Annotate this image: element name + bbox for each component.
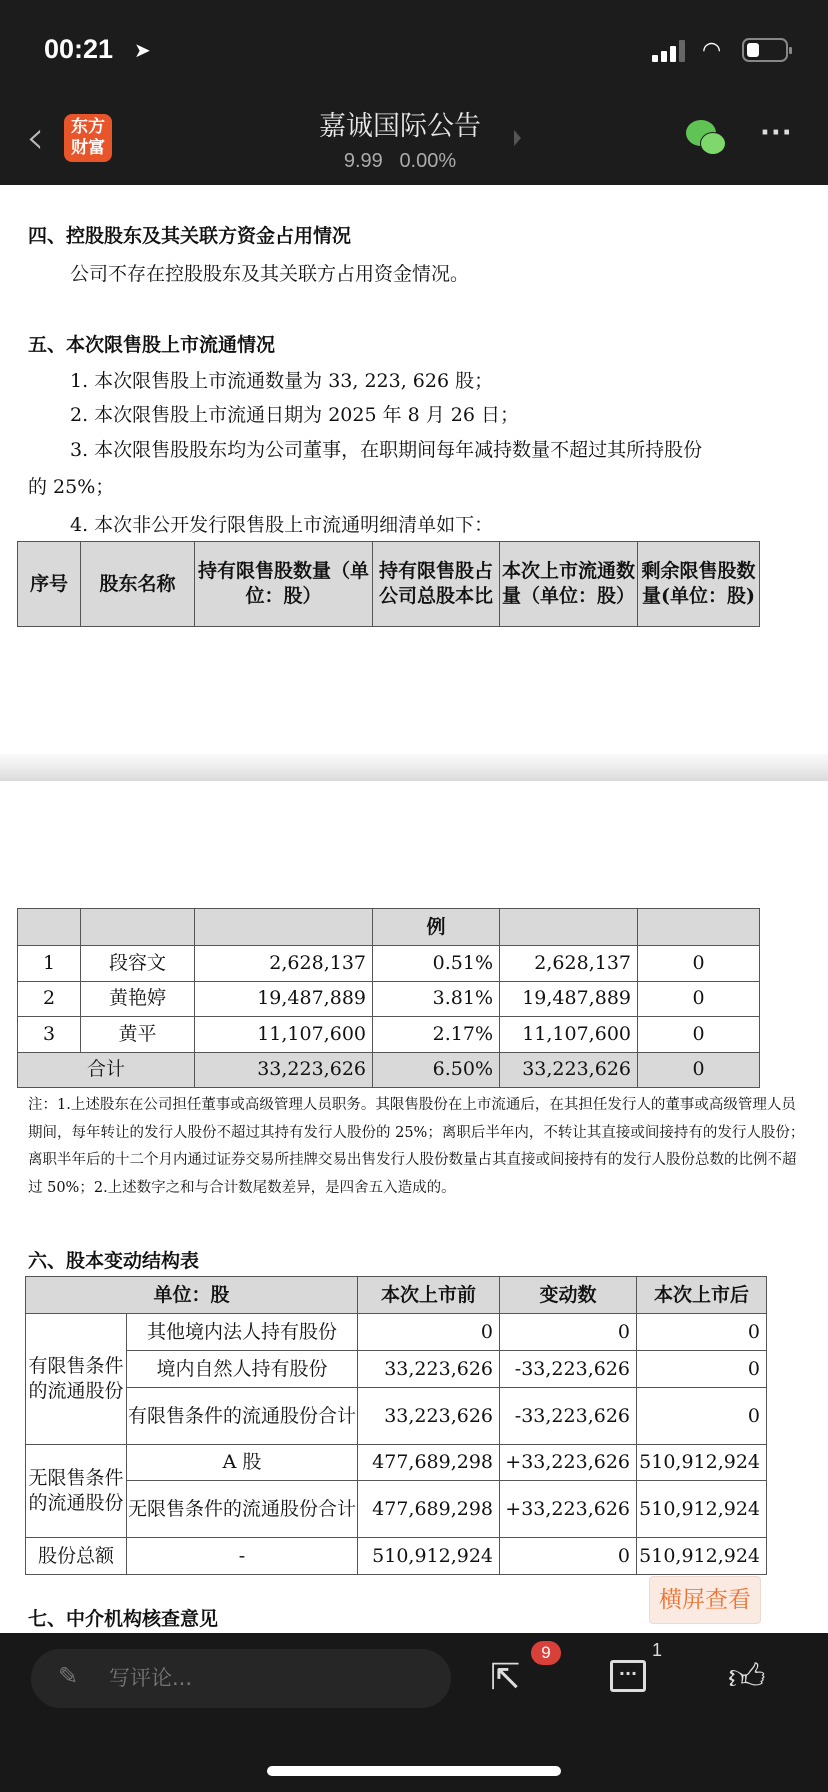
cell: 合计 <box>18 1052 195 1088</box>
cell: 6.50% <box>373 1052 500 1088</box>
app-logo <box>64 114 112 162</box>
share-icon[interactable]: ⇱ <box>490 1657 521 1698</box>
cell: 477,689,298 <box>358 1445 500 1481</box>
wechat-share-icon[interactable] <box>686 120 730 160</box>
paragraph: 公司不存在控股股东及其关联方占用资金情况。 <box>70 263 470 285</box>
cell: 33,223,626 <box>195 1052 373 1088</box>
group-label: 无限售条件的流通股份 <box>26 1445 127 1538</box>
header-cell: 股东名称 <box>81 542 195 627</box>
cell: A 股 <box>127 1445 358 1481</box>
table-row <box>18 981 760 1017</box>
page-title[interactable]: 嘉诚国际公告 <box>319 111 481 142</box>
cell: 33,223,626 <box>358 1388 500 1445</box>
cell: 510,912,924 <box>358 1538 500 1575</box>
shares-table-header <box>17 541 760 627</box>
shares-table <box>17 908 760 1088</box>
list-item: 2. 本次限售股上市流通日期为 2025 年 8 月 26 日； <box>70 404 520 426</box>
cell: 33,223,626 <box>358 1351 500 1388</box>
equity-structure-table <box>25 1276 767 1575</box>
table-row <box>18 1017 760 1053</box>
cell: 0 <box>637 1388 767 1445</box>
section-heading: 五、本次限售股上市流通情况 <box>28 334 276 356</box>
stock-quote <box>260 150 540 173</box>
comment-input[interactable]: 写评论... <box>31 1649 451 1708</box>
cell: 11,107,600 <box>500 1017 638 1053</box>
pencil-icon: ✎ <box>58 1662 79 1690</box>
location-icon: ➤ <box>134 38 151 62</box>
cell: 2.17% <box>373 1017 500 1053</box>
cell: -33,223,626 <box>500 1351 637 1388</box>
cell: 0 <box>638 1052 760 1088</box>
cell: 0 <box>637 1351 767 1388</box>
status-bar <box>0 0 828 100</box>
cell: 0 <box>638 1017 760 1053</box>
cell: 2 <box>18 981 81 1017</box>
comment-count: 1 <box>652 1640 663 1660</box>
table-row <box>26 1445 767 1481</box>
cell: 19,487,889 <box>500 981 638 1017</box>
section-heading: 四、控股股东及其关联方资金占用情况 <box>28 225 352 247</box>
cell: -33,223,626 <box>500 1388 637 1445</box>
like-icon[interactable]: 👍︎ <box>728 1657 766 1698</box>
cell: 黄平 <box>81 1017 195 1053</box>
cell: 0 <box>358 1314 500 1351</box>
table-row <box>26 1481 767 1538</box>
cell: 无限售条件的流通股份合计 <box>127 1481 358 1538</box>
table-row <box>26 1351 767 1388</box>
chevron-right-icon[interactable] <box>514 130 521 146</box>
cell: 510,912,924 <box>637 1481 767 1538</box>
stock-price: 9.99 <box>343 150 383 172</box>
table-row <box>26 1314 767 1351</box>
cell: +33,223,626 <box>500 1481 637 1538</box>
cell: 2,628,137 <box>500 946 638 982</box>
cell: 0 <box>637 1314 767 1351</box>
cell: 0 <box>500 1314 637 1351</box>
header-cell: 本次上市流通数量（单位：股） <box>500 542 638 627</box>
page-break <box>0 754 828 781</box>
list-item: 的 25%； <box>28 476 115 498</box>
cell: 0 <box>638 981 760 1017</box>
comment-icon[interactable]: ··· <box>610 1660 646 1692</box>
header-cell: 变动数 <box>500 1277 637 1314</box>
list-item: 1. 本次限售股上市流通数量为 33, 223, 626 股； <box>70 370 494 392</box>
landscape-view-button[interactable]: 横屏查看 <box>649 1576 761 1624</box>
status-time: 00:21 <box>44 34 114 64</box>
header-cell: 例 <box>373 909 500 946</box>
list-item: 3. 本次限售股股东均为公司董事，在职期间每年减持数量不超过其所持股份 <box>70 439 703 461</box>
cell: 3.81% <box>373 981 500 1017</box>
total-row <box>18 1052 760 1088</box>
wifi-icon: ◠ <box>702 38 722 63</box>
header-cell: 本次上市后 <box>637 1277 767 1314</box>
section-heading: 七、中介机构核查意见 <box>28 1608 219 1630</box>
table-note: 注：1.上述股东在公司担任董事或高级管理人员职务。其限售股份在上市流通后，在其担任发行人的董事或高级管理人员期间，每年转让的发行人股份不超过其持有发行人股份的 25%；离职后半年内，不转让其直接或间接持有的发行人股份；离职半年后的十二个月内通过证券交易所挂牌交易出售发行人股份数量占其直接或间接持有的发行人股份总数的比例不超过 50%；2.上述数字之和与合计数尾数差异，是四舍五入造成的。 <box>28 1097 805 1196</box>
back-button[interactable]: ‹ <box>26 110 45 164</box>
cell: 510,912,924 <box>637 1538 767 1575</box>
signal-icon <box>652 40 688 62</box>
cell: 有限售条件的流通股份合计 <box>127 1388 358 1445</box>
cell: 0 <box>638 946 760 982</box>
cell: - <box>127 1538 358 1575</box>
cell: 11,107,600 <box>195 1017 373 1053</box>
cell: 477,689,298 <box>358 1481 500 1538</box>
header-cell: 剩余限售股数量(单位：股) <box>638 542 760 627</box>
home-indicator[interactable] <box>267 1766 561 1776</box>
header-cell: 持有限售股数量（单位：股） <box>195 542 373 627</box>
table-row <box>26 1388 767 1445</box>
cell: 33,223,626 <box>500 1052 638 1088</box>
cell: 境内自然人持有股份 <box>127 1351 358 1388</box>
cell: 段容文 <box>81 946 195 982</box>
header-cell: 持有限售股占公司总股本比 <box>373 542 500 627</box>
share-count-badge: 9 <box>531 1641 561 1665</box>
list-item: 4. 本次非公开发行限售股上市流通明细清单如下： <box>70 514 494 536</box>
header-cell: 单位：股 <box>26 1277 358 1314</box>
stock-change: 0.00% <box>399 150 457 172</box>
header-cell: 本次上市前 <box>358 1277 500 1314</box>
cell: +33,223,626 <box>500 1445 637 1481</box>
logo-text: 财富 <box>71 138 105 158</box>
cell: 0.51% <box>373 946 500 982</box>
cell: 其他境内法人持有股份 <box>127 1314 358 1351</box>
cell: 19,487,889 <box>195 981 373 1017</box>
logo-text: 东方 <box>71 117 105 137</box>
cell: 510,912,924 <box>637 1445 767 1481</box>
section-heading: 六、股本变动结构表 <box>28 1250 200 1272</box>
group-label: 有限售条件的流通股份 <box>26 1314 127 1445</box>
header-cell: 序号 <box>18 542 81 627</box>
cell: 股份总额 <box>26 1538 127 1575</box>
table-row <box>18 946 760 982</box>
total-row <box>26 1538 767 1575</box>
cell: 黄艳婷 <box>81 981 195 1017</box>
battery-icon <box>742 38 788 62</box>
cell: 1 <box>18 946 81 982</box>
cell: 0 <box>500 1538 637 1575</box>
more-icon[interactable]: ··· <box>760 118 793 148</box>
cell: 2,628,137 <box>195 946 373 982</box>
cell: 3 <box>18 1017 81 1053</box>
